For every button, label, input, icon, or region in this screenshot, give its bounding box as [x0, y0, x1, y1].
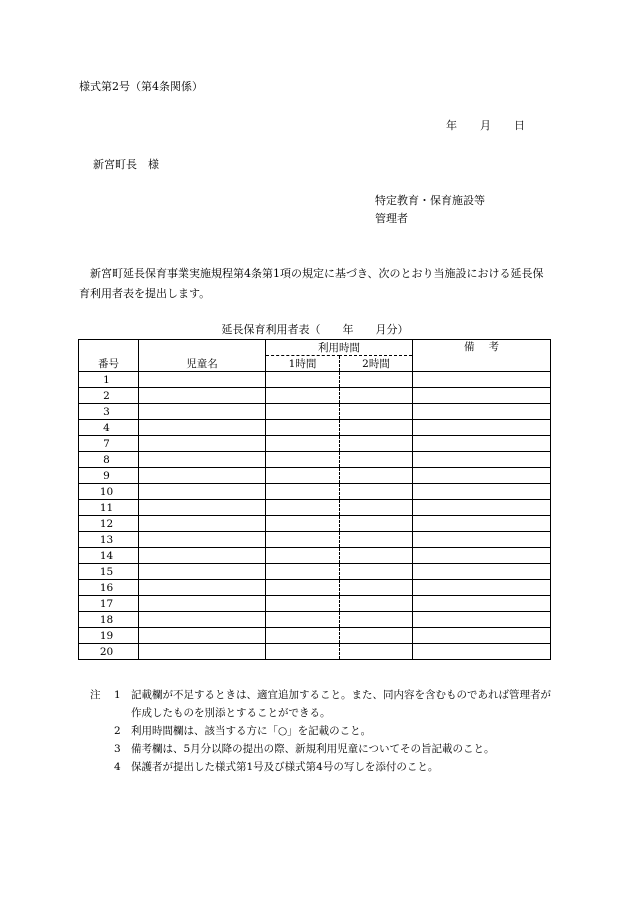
note-item	[90, 686, 560, 722]
note-number: 2	[114, 725, 121, 737]
time-1-cell[interactable]	[266, 420, 340, 436]
remarks-cell[interactable]	[413, 548, 551, 564]
remarks-cell[interactable]	[413, 612, 551, 628]
form-number: 様式第2号（第4条関係）	[79, 80, 203, 93]
time-1-cell[interactable]	[266, 628, 340, 644]
time-2-cell[interactable]	[340, 500, 413, 516]
note-text: 利用時間欄は、該当する方に「○」を記載のこと。	[131, 725, 372, 737]
table-row	[79, 468, 551, 484]
note-text: 保護者が提出した様式第1号及び様式第4号の写しを添付のこと。	[131, 761, 439, 773]
remarks-cell[interactable]	[413, 532, 551, 548]
remarks-cell[interactable]	[413, 516, 551, 532]
child-name-cell[interactable]	[139, 484, 266, 500]
child-name-cell[interactable]	[139, 548, 266, 564]
note-number: 3	[114, 743, 121, 755]
time-2-cell[interactable]	[340, 420, 413, 436]
date-day-label: 日	[514, 119, 525, 132]
note-mark: 注	[90, 689, 101, 701]
table-row	[79, 436, 551, 452]
header-remarks	[413, 340, 551, 372]
remarks-cell[interactable]	[413, 404, 551, 420]
child-name-cell[interactable]	[139, 580, 266, 596]
time-1-cell[interactable]	[266, 580, 340, 596]
table-row	[79, 372, 551, 388]
time-2-cell[interactable]	[340, 532, 413, 548]
child-name-cell[interactable]	[139, 532, 266, 548]
remarks-cell[interactable]	[413, 484, 551, 500]
child-name-cell[interactable]	[139, 644, 266, 660]
time-2-cell[interactable]	[340, 452, 413, 468]
table-row	[79, 516, 551, 532]
remarks-cell[interactable]	[413, 468, 551, 484]
note-item	[90, 758, 560, 776]
roster-table	[78, 339, 551, 660]
time-1-cell[interactable]	[266, 516, 340, 532]
header-usage-time: 利用時間	[266, 340, 413, 356]
remarks-cell[interactable]	[413, 500, 551, 516]
time-2-cell[interactable]	[340, 372, 413, 388]
row-number-cell: 2	[79, 388, 139, 404]
time-2-cell[interactable]	[340, 436, 413, 452]
row-number-cell: 11	[79, 500, 139, 516]
time-1-cell[interactable]	[266, 500, 340, 516]
time-1-cell[interactable]	[266, 596, 340, 612]
row-number-cell: 4	[79, 420, 139, 436]
header-child-name-label: 児童名	[186, 358, 218, 370]
time-1-cell[interactable]	[266, 372, 340, 388]
child-name-cell[interactable]	[139, 564, 266, 580]
time-2-cell[interactable]	[340, 404, 413, 420]
child-name-cell[interactable]	[139, 372, 266, 388]
table-row	[79, 596, 551, 612]
child-name-cell[interactable]	[139, 436, 266, 452]
time-2-cell[interactable]	[340, 484, 413, 500]
date-month-label: 月	[480, 119, 491, 132]
child-name-cell[interactable]	[139, 516, 266, 532]
time-2-cell[interactable]	[340, 628, 413, 644]
child-name-cell[interactable]	[139, 612, 266, 628]
row-number-cell: 13	[79, 532, 139, 548]
child-name-cell[interactable]	[139, 404, 266, 420]
note-text: 記載欄が不足するときは、適宜追加すること。また、同内容を含むものであれば管理者が作成したものを別添とすることができる。	[131, 689, 551, 719]
table-title: 延長保育利用者表（ 年 月分）	[221, 323, 409, 336]
time-2-cell[interactable]	[340, 612, 413, 628]
table-row	[79, 452, 551, 468]
remarks-cell[interactable]	[413, 452, 551, 468]
table-row	[79, 644, 551, 660]
header-number	[79, 340, 139, 372]
remarks-cell[interactable]	[413, 436, 551, 452]
child-name-cell[interactable]	[139, 468, 266, 484]
row-number-cell: 12	[79, 516, 139, 532]
time-1-cell[interactable]	[266, 564, 340, 580]
row-number-cell: 16	[79, 580, 139, 596]
child-name-cell[interactable]	[139, 500, 266, 516]
remarks-cell[interactable]	[413, 596, 551, 612]
row-number-cell: 9	[79, 468, 139, 484]
time-1-cell[interactable]	[266, 532, 340, 548]
table-row	[79, 420, 551, 436]
header-remarks-label: 備考	[464, 341, 513, 353]
row-number-cell: 3	[79, 404, 139, 420]
table-row	[79, 564, 551, 580]
note-text: 備考欄は、5月分以降の提出の際、新規利用児童についてその旨記載のこと。	[131, 743, 495, 755]
row-number-cell: 15	[79, 564, 139, 580]
remarks-cell[interactable]	[413, 388, 551, 404]
time-1-cell[interactable]	[266, 436, 340, 452]
time-1-cell[interactable]	[266, 452, 340, 468]
table-row	[79, 404, 551, 420]
child-name-cell[interactable]	[139, 388, 266, 404]
row-number-cell: 7	[79, 436, 139, 452]
time-1-cell[interactable]	[266, 484, 340, 500]
time-1-cell[interactable]	[266, 404, 340, 420]
manager-label: 管理者	[375, 212, 408, 225]
child-name-cell[interactable]	[139, 452, 266, 468]
body-text: 新宮町延長保育事業実施規程第4条第1項の規定に基づき、次のとおり当施設における延長保育利用者表を提出します。	[79, 267, 544, 300]
row-number-cell: 14	[79, 548, 139, 564]
time-2-cell[interactable]	[340, 564, 413, 580]
table-row	[79, 580, 551, 596]
time-1-cell[interactable]	[266, 388, 340, 404]
addressee: 新宮町長 様	[93, 158, 159, 171]
row-number-cell: 1	[79, 372, 139, 388]
remarks-cell[interactable]	[413, 564, 551, 580]
note-item	[90, 740, 560, 758]
header-time-2: 2時間	[340, 356, 413, 372]
table-row	[79, 548, 551, 564]
remarks-cell[interactable]	[413, 628, 551, 644]
table-row	[79, 628, 551, 644]
child-name-cell[interactable]	[139, 420, 266, 436]
time-1-cell[interactable]	[266, 468, 340, 484]
time-1-cell[interactable]	[266, 612, 340, 628]
time-2-cell[interactable]	[340, 468, 413, 484]
time-1-cell[interactable]	[266, 644, 340, 660]
header-time-1: 1時間	[266, 356, 340, 372]
child-name-cell[interactable]	[139, 628, 266, 644]
remarks-cell[interactable]	[413, 580, 551, 596]
row-number-cell: 8	[79, 452, 139, 468]
header-row-top	[79, 340, 551, 356]
child-name-cell[interactable]	[139, 596, 266, 612]
table-row	[79, 612, 551, 628]
remarks-cell[interactable]	[413, 420, 551, 436]
date-year-label: 年	[446, 119, 457, 132]
time-2-cell[interactable]	[340, 548, 413, 564]
remarks-cell[interactable]	[413, 644, 551, 660]
note-number: 4	[114, 761, 121, 773]
header-child-name	[139, 340, 266, 372]
time-1-cell[interactable]	[266, 548, 340, 564]
time-2-cell[interactable]	[340, 644, 413, 660]
time-2-cell[interactable]	[340, 580, 413, 596]
table-row	[79, 532, 551, 548]
table-row	[79, 500, 551, 516]
time-2-cell[interactable]	[340, 596, 413, 612]
row-number-cell: 10	[79, 484, 139, 500]
table-row	[79, 484, 551, 500]
row-number-cell: 18	[79, 612, 139, 628]
row-number-cell: 20	[79, 644, 139, 660]
time-2-cell[interactable]	[340, 388, 413, 404]
row-number-cell: 17	[79, 596, 139, 612]
table-row	[79, 388, 551, 404]
notes-section	[90, 686, 560, 776]
date-line	[446, 119, 525, 133]
remarks-cell[interactable]	[413, 372, 551, 388]
note-item	[90, 722, 560, 740]
facility-label: 特定教育・保育施設等	[375, 194, 485, 207]
time-2-cell[interactable]	[340, 516, 413, 532]
row-number-cell: 19	[79, 628, 139, 644]
header-number-label: 番号	[98, 358, 119, 370]
note-number: 1	[114, 689, 121, 701]
